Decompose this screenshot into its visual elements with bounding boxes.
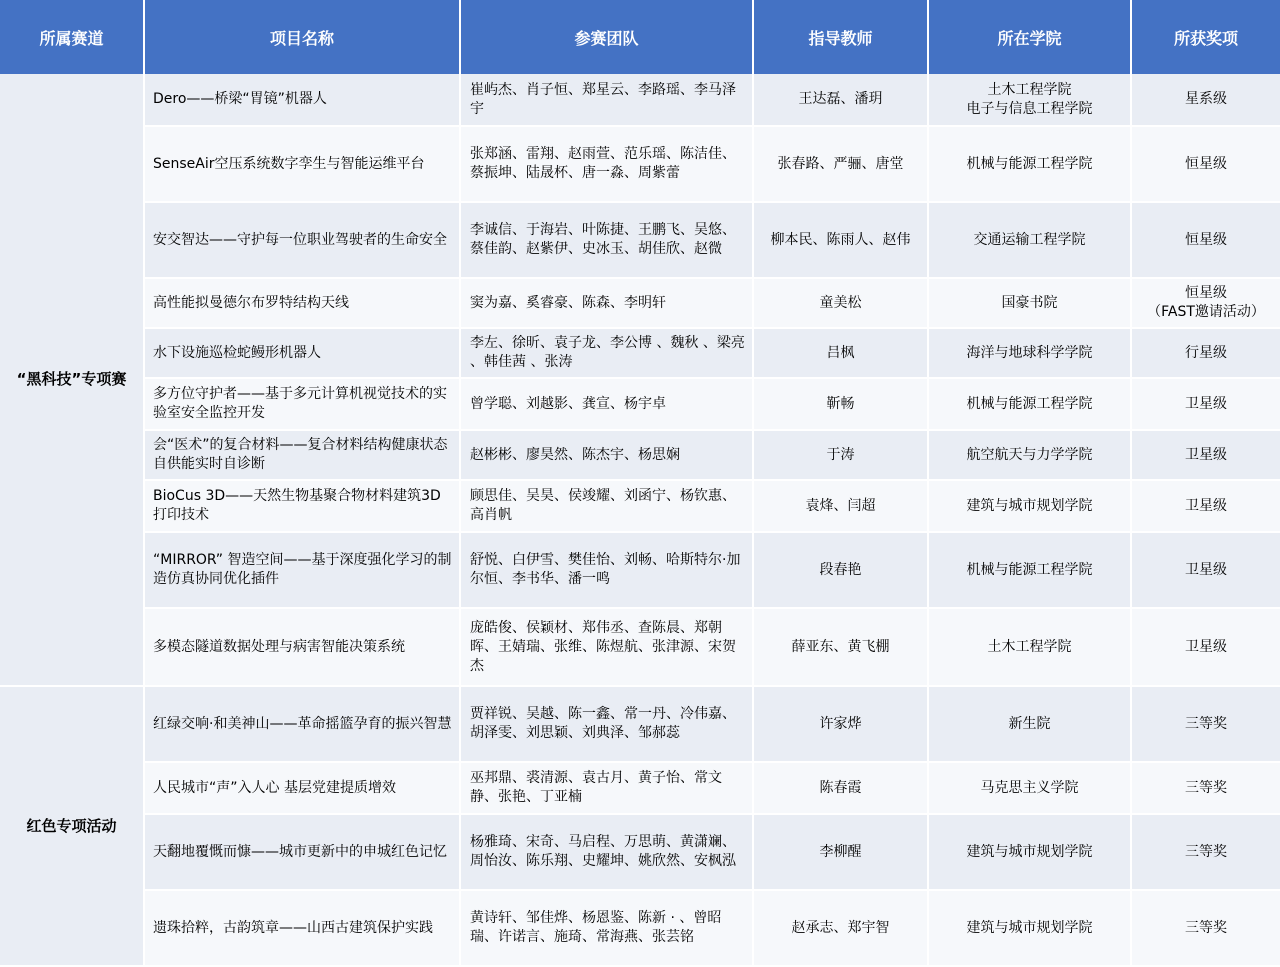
college-cell: 土木工程学院 电子与信息工程学院 (928, 74, 1131, 126)
college-cell: 建筑与城市规划学院 (928, 480, 1131, 532)
advisor-cell: 袁烽、闫超 (753, 480, 928, 532)
project-name-cell: 红绿交响·和美神山——革命摇篮孕育的振兴智慧 (144, 686, 460, 762)
table-row (0, 814, 1280, 890)
project-name-cell: 人民城市“声”入人心 基层党建提质增效 (144, 762, 460, 814)
award-cell: 三等奖 (1131, 762, 1280, 814)
header-advisor: 指导教师 (753, 0, 928, 74)
award-cell: 卫星级 (1131, 378, 1280, 430)
advisor-cell: 薛亚东、黄飞棚 (753, 608, 928, 686)
team-cell: 崔屿杰、肖子恒、郑星云、李路瑶、李马泽宇 (460, 74, 753, 126)
table-row (0, 126, 1280, 202)
award-cell: 卫星级 (1131, 480, 1280, 532)
award-cell: 卫星级 (1131, 532, 1280, 608)
project-name-cell: Dero——桥梁“胃镜”机器人 (144, 74, 460, 126)
advisor-cell: 靳畅 (753, 378, 928, 430)
advisor-cell: 吕枫 (753, 328, 928, 378)
header-project-name: 项目名称 (144, 0, 460, 74)
advisor-cell: 张春路、严骊、唐堂 (753, 126, 928, 202)
advisor-cell: 李柳醒 (753, 814, 928, 890)
college-cell: 建筑与城市规划学院 (928, 890, 1131, 966)
advisor-cell: 于涛 (753, 430, 928, 480)
table-row (0, 532, 1280, 608)
college-cell: 机械与能源工程学院 (928, 126, 1131, 202)
college-cell: 机械与能源工程学院 (928, 532, 1131, 608)
award-cell: 行星级 (1131, 328, 1280, 378)
advisor-cell: 许家烨 (753, 686, 928, 762)
track-cell: “黑科技”专项赛 (0, 74, 144, 686)
college-cell: 国豪书院 (928, 278, 1131, 328)
header-row (0, 0, 1280, 74)
college-cell: 新生院 (928, 686, 1131, 762)
team-cell: 张郑涵、雷翔、赵雨萱、范乐瑶、陈洁佳、蔡振坤、陆晟杯、唐一淼、周紫蕾 (460, 126, 753, 202)
table-body (0, 74, 1280, 966)
project-name-cell: 水下设施巡检蛇鳗形机器人 (144, 328, 460, 378)
table-row (0, 608, 1280, 686)
award-cell: 卫星级 (1131, 608, 1280, 686)
award-cell: 星系级 (1131, 74, 1280, 126)
college-cell: 土木工程学院 (928, 608, 1131, 686)
track-cell: 红色专项活动 (0, 686, 144, 966)
table-row (0, 430, 1280, 480)
award-cell: 三等奖 (1131, 814, 1280, 890)
advisor-cell: 童美松 (753, 278, 928, 328)
project-name-cell: 多方位守护者——基于多元计算机视觉技术的实验室安全监控开发 (144, 378, 460, 430)
project-name-cell: 会“医术”的复合材料——复合材料结构健康状态自供能实时自诊断 (144, 430, 460, 480)
college-cell: 马克思主义学院 (928, 762, 1131, 814)
team-cell: 贾祥锐、吴越、陈一鑫、常一丹、冷伟嘉、胡泽雯、刘思颖、刘典泽、邹郝蕊 (460, 686, 753, 762)
college-cell: 海洋与地球科学学院 (928, 328, 1131, 378)
table-row (0, 378, 1280, 430)
table-row (0, 278, 1280, 328)
header-track: 所属赛道 (0, 0, 144, 74)
advisor-cell: 陈春霞 (753, 762, 928, 814)
table-row (0, 762, 1280, 814)
college-cell: 航空航天与力学学院 (928, 430, 1131, 480)
project-name-cell: SenseAir空压系统数字孪生与智能运维平台 (144, 126, 460, 202)
table-row (0, 202, 1280, 278)
team-cell: 庞皓俊、侯颖材、郑伟丞、查陈晨、郑朝晖、王婧瑞、张维、陈煜航、张津源、宋贺杰 (460, 608, 753, 686)
table-row (0, 686, 1280, 762)
team-cell: 巫邦鼎、裘清源、袁古月、黄子怡、常文静、张艳、丁亚楠 (460, 762, 753, 814)
table-row (0, 480, 1280, 532)
team-cell: 黄诗轩、邹佳烨、杨恩鉴、陈新 · 、曾昭瑞、许诺言、施琦、常海燕、张芸铭 (460, 890, 753, 966)
award-cell: 三等奖 (1131, 686, 1280, 762)
project-name-cell: “MIRROR” 智造空间——基于深度强化学习的制造仿真协同优化插件 (144, 532, 460, 608)
header-award: 所获奖项 (1131, 0, 1280, 74)
project-name-cell: 天翻地覆慨而慷——城市更新中的申城红色记忆 (144, 814, 460, 890)
team-cell: 舒悦、白伊雪、樊佳怡、刘畅、哈斯特尔·加尔恒、李书华、潘一鸣 (460, 532, 753, 608)
college-cell: 机械与能源工程学院 (928, 378, 1131, 430)
table-row (0, 328, 1280, 378)
team-cell: 顾思佳、吴昊、侯竣耀、刘函宁、杨钦惠、高肖帆 (460, 480, 753, 532)
table-row (0, 890, 1280, 966)
award-cell: 卫星级 (1131, 430, 1280, 480)
team-cell: 赵彬彬、廖昊然、陈杰宇、杨思娴 (460, 430, 753, 480)
college-cell: 交通运输工程学院 (928, 202, 1131, 278)
team-cell: 杨雅琦、宋奇、马启程、万思萌、黄潇斓、周怡汝、陈乐翔、史耀坤、姚欣然、安枫泓 (460, 814, 753, 890)
project-name-cell: 多模态隧道数据处理与病害智能决策系统 (144, 608, 460, 686)
award-cell: 恒星级 (1131, 126, 1280, 202)
award-cell: 恒星级 （FAST邀请活动） (1131, 278, 1280, 328)
header-team: 参赛团队 (460, 0, 753, 74)
team-cell: 窦为嘉、奚睿豪、陈森、李明轩 (460, 278, 753, 328)
project-name-cell: 遗珠拾粹，古韵筑章——山西古建筑保护实践 (144, 890, 460, 966)
team-cell: 李诚信、于海岩、叶陈捷、王鹏飞、吴悠、蔡佳韵、赵紫伊、史冰玉、胡佳欣、赵微 (460, 202, 753, 278)
college-cell: 建筑与城市规划学院 (928, 814, 1131, 890)
project-name-cell: 安交智达——守护每一位职业驾驶者的生命安全 (144, 202, 460, 278)
advisor-cell: 王达磊、潘玥 (753, 74, 928, 126)
table-row (0, 74, 1280, 126)
project-name-cell: 高性能拟曼德尔布罗特结构天线 (144, 278, 460, 328)
award-cell: 三等奖 (1131, 890, 1280, 966)
project-name-cell: BioCus 3D——天然生物基聚合物材料建筑3D打印技术 (144, 480, 460, 532)
header-college: 所在学院 (928, 0, 1131, 74)
advisor-cell: 柳本民、陈雨人、赵伟 (753, 202, 928, 278)
team-cell: 李左、徐昕、袁子龙、李公博 、魏秋 、梁亮 、韩佳茜 、张涛 (460, 328, 753, 378)
award-cell: 恒星级 (1131, 202, 1280, 278)
advisor-cell: 段春艳 (753, 532, 928, 608)
team-cell: 曾学聪、刘越影、龚宣、杨宇卓 (460, 378, 753, 430)
advisor-cell: 赵承志、郑宇智 (753, 890, 928, 966)
